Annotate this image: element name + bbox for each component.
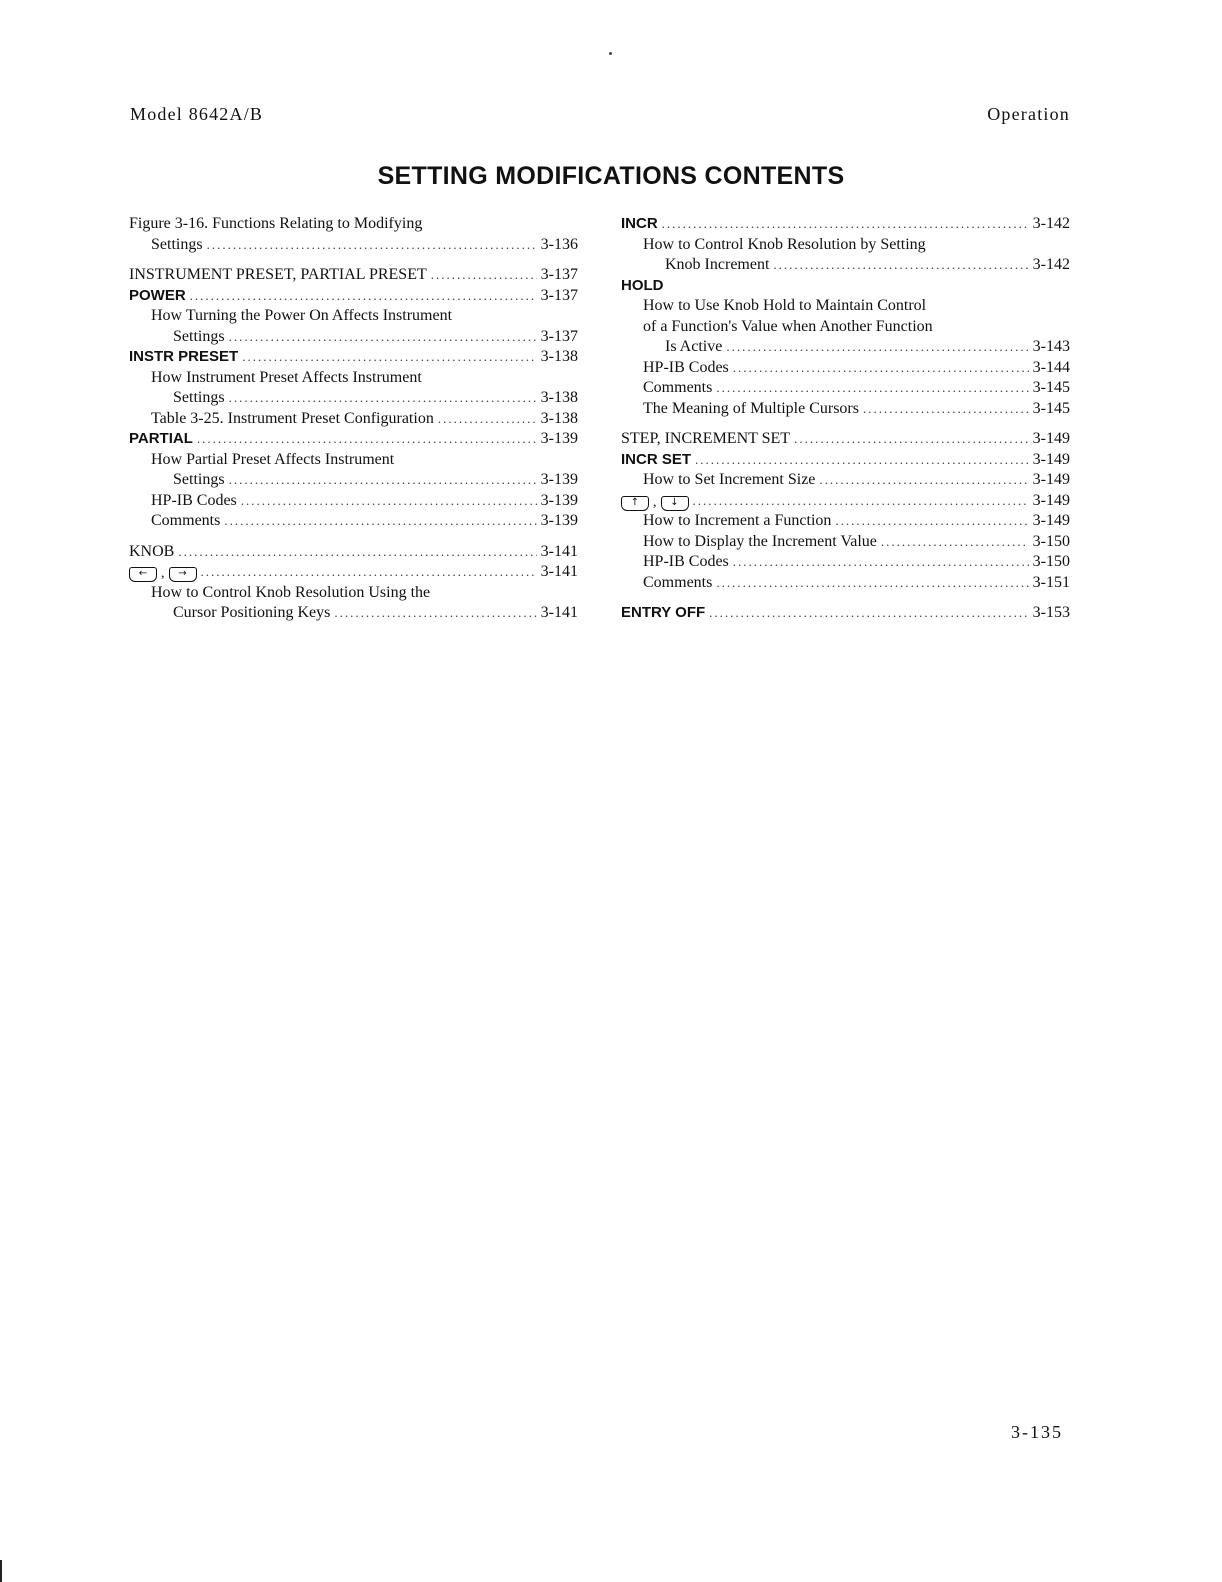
toc-entry-label: Settings <box>173 327 225 345</box>
toc-entry-label: HOLD <box>621 276 664 294</box>
page-title: SETTING MODIFICATIONS CONTENTS <box>377 162 845 190</box>
toc-entry-label: Settings <box>151 235 203 253</box>
dot-leader <box>229 470 537 491</box>
dot-leader <box>733 552 1029 573</box>
dot-leader <box>201 562 537 583</box>
toc-entry-label: INCR SET <box>621 450 692 468</box>
toc-entry-label: Comments <box>151 512 221 529</box>
toc-entry <box>621 296 1070 317</box>
left-arrow-key-icon: ← <box>129 567 157 582</box>
toc-entry <box>621 378 1070 399</box>
dot-leader <box>242 347 536 368</box>
toc-entry <box>621 552 1070 573</box>
toc-entry-label: ENTRY OFF <box>621 604 706 621</box>
header-section: Operation <box>987 104 1070 124</box>
scan-edge-mark <box>0 1560 2 1582</box>
toc-entry <box>129 368 578 389</box>
toc-entry-page: 3-149 <box>1032 471 1070 488</box>
toc-entry-page: 3-139 <box>540 430 578 447</box>
dot-leader <box>197 429 537 450</box>
toc-entry-label: HP-IB Codes <box>643 553 729 570</box>
toc-entry-label: How to Control Knob Resolution Using the <box>151 583 431 601</box>
toc-entry-label: How to Increment a Function <box>643 512 832 529</box>
toc-entry-keys: ↑ , ↓ <box>621 491 689 514</box>
toc-entry-label: How Instrument Preset Affects Instrument <box>151 368 422 386</box>
toc-entry <box>621 450 1070 471</box>
toc-entry-page: 3-138 <box>540 409 578 427</box>
toc-entry-label: STEP, INCREMENT SET <box>621 430 791 447</box>
toc-entry-label: Settings <box>173 389 225 406</box>
toc-entry-label: PARTIAL <box>129 430 193 447</box>
dot-leader <box>726 337 1028 358</box>
header-model: Model 8642A/B <box>130 104 264 124</box>
toc-entry-page: 3-145 <box>1032 399 1070 417</box>
toc-entry <box>129 347 578 368</box>
toc-entry <box>129 265 578 286</box>
dot-leader <box>431 265 537 286</box>
toc-entry-label: Is Active <box>665 338 723 355</box>
dot-leader <box>835 511 1028 532</box>
dot-leader <box>438 409 537 430</box>
toc-entry-page: 3-149 <box>1032 491 1070 509</box>
dot-leader <box>881 532 1029 553</box>
scan-speck <box>609 52 612 55</box>
toc-entry <box>621 358 1070 379</box>
toc-entry-label: How to Display the Increment Value <box>643 532 877 550</box>
toc-entry <box>129 286 578 307</box>
toc-entry-page: 3-149 <box>1032 430 1070 447</box>
toc-entry <box>129 214 578 235</box>
toc-entry-label: Knob Increment <box>665 256 770 273</box>
toc-entry <box>621 491 1070 512</box>
dot-leader <box>716 378 1028 399</box>
dot-leader <box>733 358 1029 379</box>
toc-entry <box>621 429 1070 450</box>
toc-entry <box>621 470 1070 491</box>
toc-entry-page: 3-138 <box>540 348 578 365</box>
toc-entry-page: 3-144 <box>1032 358 1070 376</box>
dot-leader <box>229 388 537 409</box>
toc-entry-keys: ← , → <box>129 562 197 585</box>
toc-entry-label: HP-IB Codes <box>151 491 237 509</box>
toc-entry <box>129 603 578 624</box>
toc-entry-page: 3-150 <box>1032 553 1070 570</box>
dot-leader <box>224 511 536 532</box>
toc-entry <box>129 409 578 430</box>
toc-entry-page: 3-141 <box>540 604 578 621</box>
dot-leader <box>178 542 536 563</box>
toc-entry <box>621 276 1070 297</box>
toc-entry-page: 3-139 <box>540 491 578 509</box>
toc-entry-label: The Meaning of Multiple Cursors <box>643 399 859 417</box>
toc-entry-label: INSTRUMENT PRESET, PARTIAL PRESET <box>129 266 427 283</box>
toc-entry-label: INSTR PRESET <box>129 348 239 365</box>
toc-entry-page: 3-150 <box>1032 532 1070 550</box>
toc-entry-label: How to Set Increment Size <box>643 471 816 488</box>
toc-entry <box>621 235 1070 256</box>
toc-entry <box>621 532 1070 553</box>
toc-entry-label: Table 3-25. Instrument Preset Configuration <box>151 409 434 427</box>
dot-leader <box>190 286 537 307</box>
toc-entry-label: How to Use Knob Hold to Maintain Control <box>643 297 927 314</box>
dot-leader <box>773 255 1028 276</box>
toc-entry-page: 3-138 <box>540 389 578 406</box>
toc-entry-page: 3-139 <box>540 471 578 488</box>
toc-entry-label: How Turning the Power On Affects Instrument <box>151 307 453 324</box>
toc-entry-page: 3-145 <box>1032 379 1070 396</box>
toc-entry-label: of a Function's Value when Another Function <box>643 317 933 335</box>
toc-entry <box>129 511 578 532</box>
toc-entry-page: 3-149 <box>1032 450 1070 468</box>
toc-entry-label: Cursor Positioning Keys <box>173 604 331 621</box>
toc-entry-page: 3-143 <box>1032 338 1070 355</box>
toc-entry <box>129 470 578 491</box>
toc-entry-page: 3-153 <box>1032 604 1070 621</box>
toc-entry <box>129 450 578 471</box>
toc-entry <box>129 429 578 450</box>
toc-entry-page: 3-139 <box>540 512 578 529</box>
toc-entry-page: 3-149 <box>1032 512 1070 529</box>
toc-entry <box>621 603 1070 624</box>
toc-entry <box>129 542 578 563</box>
toc-entry-page: 3-142 <box>1032 256 1070 273</box>
dot-leader <box>662 214 1029 235</box>
dot-leader <box>693 491 1029 512</box>
dot-leader <box>695 450 1029 471</box>
toc-entry <box>621 399 1070 420</box>
toc-entry <box>621 573 1070 594</box>
toc-entry-page: 3-141 <box>540 563 578 580</box>
toc-entry-page: 3-137 <box>540 266 578 283</box>
toc-entry <box>129 583 578 604</box>
down-arrow-key-icon: ↓ <box>661 496 689 511</box>
contents-left-column <box>129 214 578 624</box>
toc-entry <box>621 317 1070 338</box>
toc-entry <box>129 235 578 256</box>
dot-leader <box>241 491 537 512</box>
toc-entry-label: How Partial Preset Affects Instrument <box>151 450 395 468</box>
dot-leader <box>229 327 537 348</box>
toc-entry <box>621 511 1070 532</box>
dot-leader <box>709 603 1029 624</box>
dot-leader <box>819 470 1028 491</box>
toc-entry-label: How to Control Knob Resolution by Setting <box>643 235 926 253</box>
toc-entry <box>621 337 1070 358</box>
toc-entry-page: 3-137 <box>540 327 578 345</box>
contents-right-column <box>621 214 1070 624</box>
dot-leader <box>334 603 536 624</box>
toc-entry <box>621 255 1070 276</box>
toc-entry-page: 3-142 <box>1032 215 1070 232</box>
toc-entry-label: INCR <box>621 215 658 232</box>
toc-entry-page: 3-151 <box>1032 573 1070 591</box>
toc-entry-page: 3-137 <box>540 286 578 304</box>
toc-entry-page: 3-141 <box>540 542 578 560</box>
toc-entry <box>129 562 578 583</box>
toc-entry-label: Figure 3-16. Functions Relating to Modifying <box>129 215 423 232</box>
dot-leader <box>716 573 1028 594</box>
toc-entry-label: HP-IB Codes <box>643 358 729 376</box>
toc-entry <box>129 327 578 348</box>
toc-entry-page: 3-136 <box>540 235 578 253</box>
toc-entry <box>129 491 578 512</box>
dot-leader <box>794 429 1029 450</box>
dot-leader <box>207 235 537 256</box>
toc-entry-label: Comments <box>643 379 713 396</box>
toc-entry-label: POWER <box>129 286 186 304</box>
toc-entry <box>129 388 578 409</box>
toc-entry-label: Settings <box>173 471 225 488</box>
toc-entry <box>621 214 1070 235</box>
page-number: 3-135 <box>1011 1422 1063 1442</box>
toc-entry-label: KNOB <box>129 542 175 560</box>
toc-entry <box>129 306 578 327</box>
right-arrow-key-icon: → <box>169 567 197 582</box>
up-arrow-key-icon: ↑ <box>621 496 649 511</box>
dot-leader <box>863 399 1029 420</box>
toc-entry-label: Comments <box>643 573 713 591</box>
